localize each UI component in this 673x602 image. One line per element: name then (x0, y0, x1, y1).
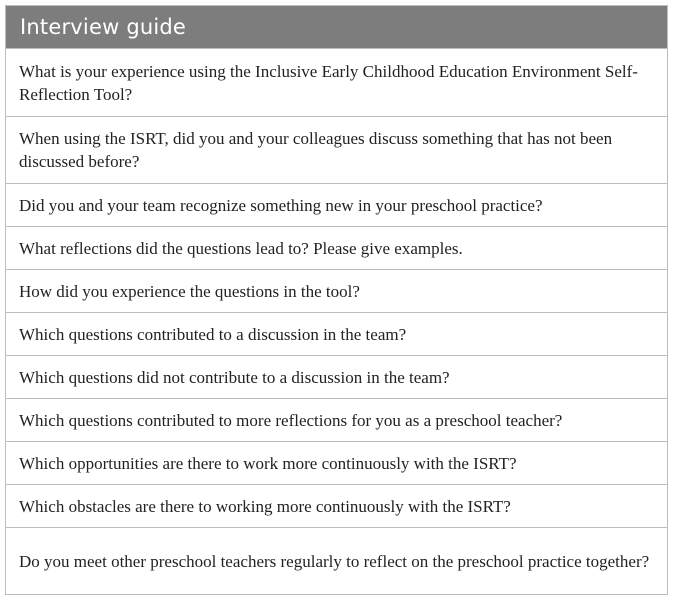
question-text: What is your experience using the Inclusive Early Childhood Education Environment Self-Reflection Tool? (19, 61, 638, 104)
question-text: When using the ISRT, did you and your colleagues discuss something that has not been discussed before? (19, 129, 613, 171)
question-text: Do you meet other preschool teachers regularly to reflect on the preschool practice together? (19, 551, 650, 571)
table-row (6, 183, 667, 226)
table-row (6, 398, 667, 441)
question-text: Which questions did not contribute to a discussion in the team? (19, 367, 450, 387)
question-text: Which opportunities are there to work more continuously with the ISRT? (19, 453, 517, 473)
table-row (6, 49, 667, 116)
table-row (6, 355, 667, 398)
question-text: Which questions contributed to more reflections for you as a preschool teacher? (19, 410, 563, 430)
table-row (6, 484, 667, 527)
question-list (6, 49, 667, 594)
table-row (6, 116, 667, 183)
table-row (6, 312, 667, 355)
table-row (6, 527, 667, 594)
question-text: How did you experience the questions in the tool? (19, 281, 360, 301)
interview-guide-table (5, 5, 668, 595)
table-title: Interview guide (20, 15, 187, 39)
table-row (6, 226, 667, 269)
question-text: Which questions contributed to a discussion in the team? (19, 324, 407, 344)
question-text: Did you and your team recognize something new in your preschool practice? (19, 195, 543, 215)
table-row (6, 269, 667, 312)
question-text: What reflections did the questions lead to? Please give examples. (19, 238, 463, 258)
table-row (6, 441, 667, 484)
table-header (6, 6, 667, 49)
question-text: Which obstacles are there to working more continuously with the ISRT? (19, 496, 511, 516)
